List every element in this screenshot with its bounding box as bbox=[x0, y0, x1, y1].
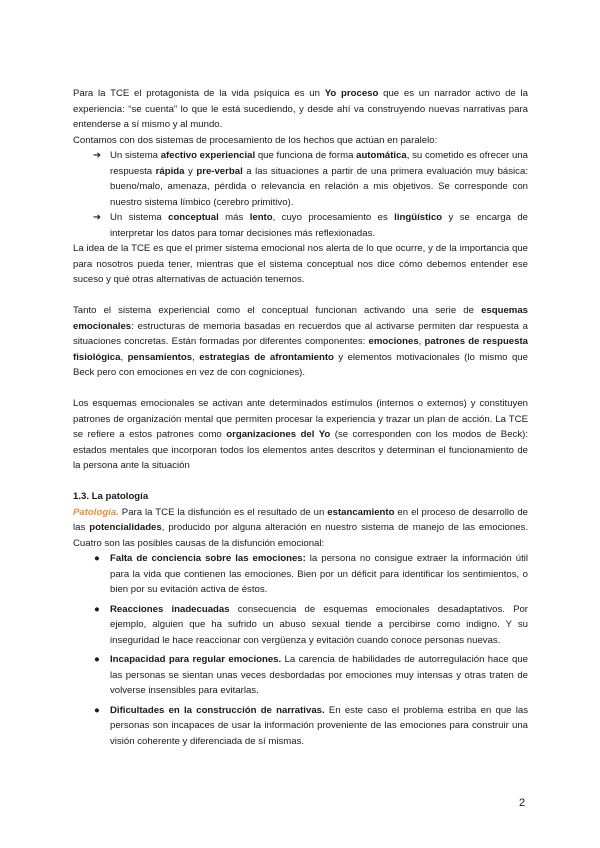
section-heading: 1.3. La patología bbox=[73, 491, 149, 502]
list-item: ➔ Un sistema afectivo experiencial que funciona de forma automática, su cometido es ofrecer una respuesta rápida y pre-verbal a las situaciones a partir de una primera evaluación muy básica: bueno/malo, amenaza, pérdida o relevancia en relación a mis objetivos. Se corresponde con nuestro sistema límbico (cerebro primitivo). bbox=[93, 150, 528, 208]
patologia-paragraph: Patología. Para la TCE la disfunción es el resultado de un estancamiento en el proceso de desarrollo de las potencialidades, producido por alguna alteración en nuestro sistema de manejo de las emociones. Cuatro son las posibles causas de la disfunción emocional: bbox=[73, 506, 528, 549]
esquemas-paragraph-2: Los esquemas emocionales se activan ante determinados estímulos (internos o externos) y constituyen patrones de organización mental que permiten procesar la experiencia y trazar un plan de acción. La TCE se refiere a estos patrones como organizaciones del Yo (se corresponden con los modos de Beck): estados mentales que incorporan todos los elementos antes descritos y determinan el funcionamiento de la persona ante la situación bbox=[73, 398, 528, 471]
page-body bbox=[73, 86, 528, 753]
esquemas-paragraph-1: Tanto el sistema experiencial como el conceptual funcionan activando una serie de esquemas emocionales: estructuras de memoria basadas en recuerdos que al activarse permiten dar respuesta a situaciones concretas. Están formadas por diferentes componentes: emociones, patrones de respuesta fisiológica, pensamientos, estrategias de afrontamiento y elementos motivacionales (lo mismo que Beck pero con emociones en vez de con cogniciones). bbox=[73, 305, 529, 378]
bullet-icon: ● bbox=[94, 553, 100, 564]
processing-systems-list bbox=[73, 148, 528, 241]
list-item: ● Reacciones inadecuadas consecuencia de esquemas emocionales desadaptativos. Por ejemplo, alguien que ha sufrido un abuso sexual tiende a percibirse como indigno. Y su inseguridad le hace reaccionar con vergüenza y evitación cuando conoce personas nuevas. bbox=[94, 603, 528, 646]
arrow-icon: ➔ bbox=[93, 212, 102, 223]
intro-paragraph-2: Contamos con dos sistemas de procesamiento de los hechos que actúan en paralelo: bbox=[73, 134, 438, 146]
bullet-icon: ● bbox=[94, 654, 100, 665]
arrow-icon: ➔ bbox=[93, 150, 102, 161]
intro-paragraph-3: La idea de la TCE es que el primer sistema emocional nos alerta de lo que ocurre, y de la importancia que para nosotros pueda tener, mientras que el sistema conceptual nos dice cómo debemos entender ese suceso y qué otras alternativas de actuación tenemos. bbox=[73, 243, 528, 285]
list-item: ● Falta de conciencia sobre las emociones: la persona no consigue extraer la información útil para la vida que contienen las emociones. Bien por un déficit para identificar los sentimientos, o bien por su evitación activa de éstos. bbox=[94, 553, 529, 595]
list-item: ● Incapacidad para regular emociones. La carencia de habilidades de autorregulación hace que las personas se sientan unas veces desbordadas por emociones muy intensas y otras traten de volverse insensibles para evitarlas. bbox=[94, 654, 528, 696]
bullet-icon: ● bbox=[94, 603, 100, 615]
bullet-icon: ● bbox=[94, 704, 100, 716]
list-item: ● Dificultades en la construcción de narrativas. En este caso el problema estriba en que las personas son incapaces de usar la información proveniente de las emociones para construir una visión coherente y diferenciada de sí mismas. bbox=[94, 704, 528, 747]
dysfunction-causes-list bbox=[73, 551, 528, 749]
intro-paragraph-1: Para la TCE el protagonista de la vida psíquica es un Yo proceso que es un narrador activo de la experiencia: “se cuenta” lo que le está sucediendo, y desde ahí va construyendo nuevas narrativas para entenderse a sí mismo y al mundo. bbox=[73, 88, 528, 130]
page-number: 2 bbox=[519, 797, 526, 809]
list-item: ➔ Un sistema conceptual más lento, cuyo procesamiento es lingüístico y se encarga de interpretar los datos para tomar decisiones más reflexionadas. bbox=[93, 212, 528, 239]
